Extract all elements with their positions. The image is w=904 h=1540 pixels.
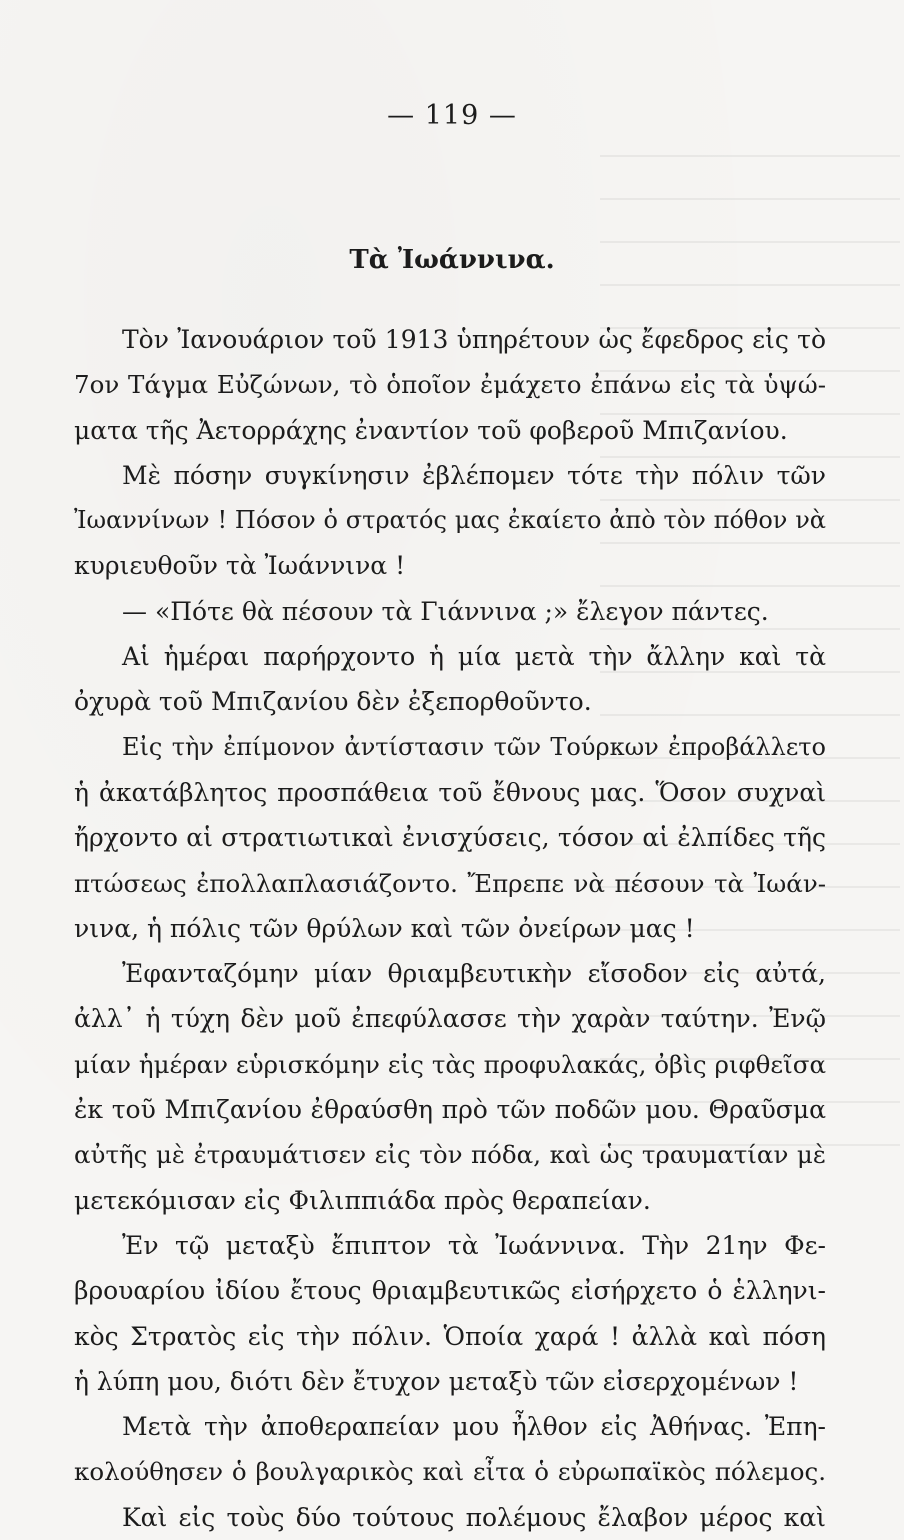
text-line: ἡ λύπη μου, διότι δὲν ἔτυχον μεταξὺ τῶν εἰσερχομένων ! [74,1366,799,1396]
text-line: μίαν ἡμέραν εὑρισκόμην εἰς τὰς προφυλακάς, ὀβὶς ριφθεῖσα [74,1049,826,1079]
text-line: Ἰωαννίνων ! Πόσον ὁ στρατός μας ἐκαίετο ἀπὸ τὸν πόθον νὰ [74,506,826,535]
text-line: πτώσεως ἐπολλαπλασιάζοντο. Ἔπρεπε νὰ πέσουν τὰ Ἰωάν- [74,868,826,898]
text-line: ἐκ τοῦ Μπιζανίου ἐθραύσθη πρὸ τῶν ποδῶν μου. Θραῦσμα [74,1095,826,1125]
text-line: ματα τῆς Ἀετορράχης ἐναντίον τοῦ φοβεροῦ Μπιζανίου. [74,415,788,445]
text-line: Ἐν τῷ μεταξὺ ἔπιπτον τὰ Ἰωάννινα. Τὴν 21ην Φε- [122,1230,826,1260]
text-line: ὀχυρὰ τοῦ Μπιζανίου δὲν ἐξεπορθοῦντο. [74,687,592,717]
text-line: ἤρχοντο αἱ στρατιωτικαὶ ἐνισχύσεις, τόσον αἱ ἐλπίδες τῆς [74,823,826,853]
text-line: 7ον Τάγμα Εὐζώνων, τὸ ὁποῖον ἐμάχετο ἐπάνω εἰς τὰ ὑψώ- [74,370,826,400]
text-line: Μετὰ τὴν ἀποθεραπείαν μου ἦλθον εἰς Ἀθήνας. Ἐπη- [122,1412,826,1442]
text-line: Αἱ ἡμέραι παρήρχοντο ἡ μία μετὰ τὴν ἄλλην καὶ τὰ [122,642,826,672]
text-line: Καὶ εἰς τοὺς δύο τούτους πολέμους ἔλαβον μέρος καὶ [122,1502,826,1532]
text-line: Ἐφανταζόμην μίαν θριαμβευτικὴν εἴσοδον εἰς αὐτά, [122,959,826,989]
text-line: Τὸν Ἰανουάριον τοῦ 1913 ὑπηρέτουν ὡς ἔφεδρος εἰς τὸ [122,325,826,354]
text-line: αὐτῆς μὲ ἐτραυμάτισεν εἰς τὸν πόδα, καὶ ὡς τραυματίαν μὲ [74,1140,826,1170]
text-line: Μὲ πόσην συγκίνησιν ἐβλέπομεν τότε τὴν πόλιν τῶν [122,460,826,490]
text-line: βρουαρίου ἰδίου ἔτους θριαμβευτικῶς εἰσήρχετο ὁ ἑλληνι- [74,1276,826,1306]
page-number: — 119 — [387,100,517,131]
text-line: μετεκόμισαν εἰς Φιλιππιάδα πρὸς θεραπείαν. [74,1185,651,1215]
text-line: — «Πότε θὰ πέσουν τὰ Γιάννινα ;» ἔλεγον πάντες. [122,596,769,626]
text-line: νινα, ἡ πόλις τῶν θρύλων καὶ τῶν ὀνείρων μας ! [74,913,695,943]
text-line: κολούθησεν ὁ βουλγαρικὸς καὶ εἶτα ὁ εὐρωπαϊκὸς πόλεμος. [74,1457,826,1487]
body-text [74,317,826,1540]
text-line: ἀλλ᾽ ἡ τύχη δὲν μοῦ ἐπεφύλασσε τὴν χαρὰν ταύτην. Ἐνῷ [74,1004,826,1034]
text-line: κὸς Στρατὸς εἰς τὴν πόλιν. Ὁποία χαρά ! ἀλλὰ καὶ πόση [74,1321,826,1351]
text-line: Εἰς τὴν ἐπίμονον ἀντίστασιν τῶν Τούρκων ἐπροβάλλετο [122,732,826,761]
chapter-heading: Τὰ Ἰωάννινα. [349,245,555,275]
text-line: ἡ ἀκατάβλητος προσπάθεια τοῦ ἔθνους μας. Ὅσον συχναὶ [74,777,826,807]
text-line: κυριευθοῦν τὰ Ἰωάννινα ! [74,551,406,581]
